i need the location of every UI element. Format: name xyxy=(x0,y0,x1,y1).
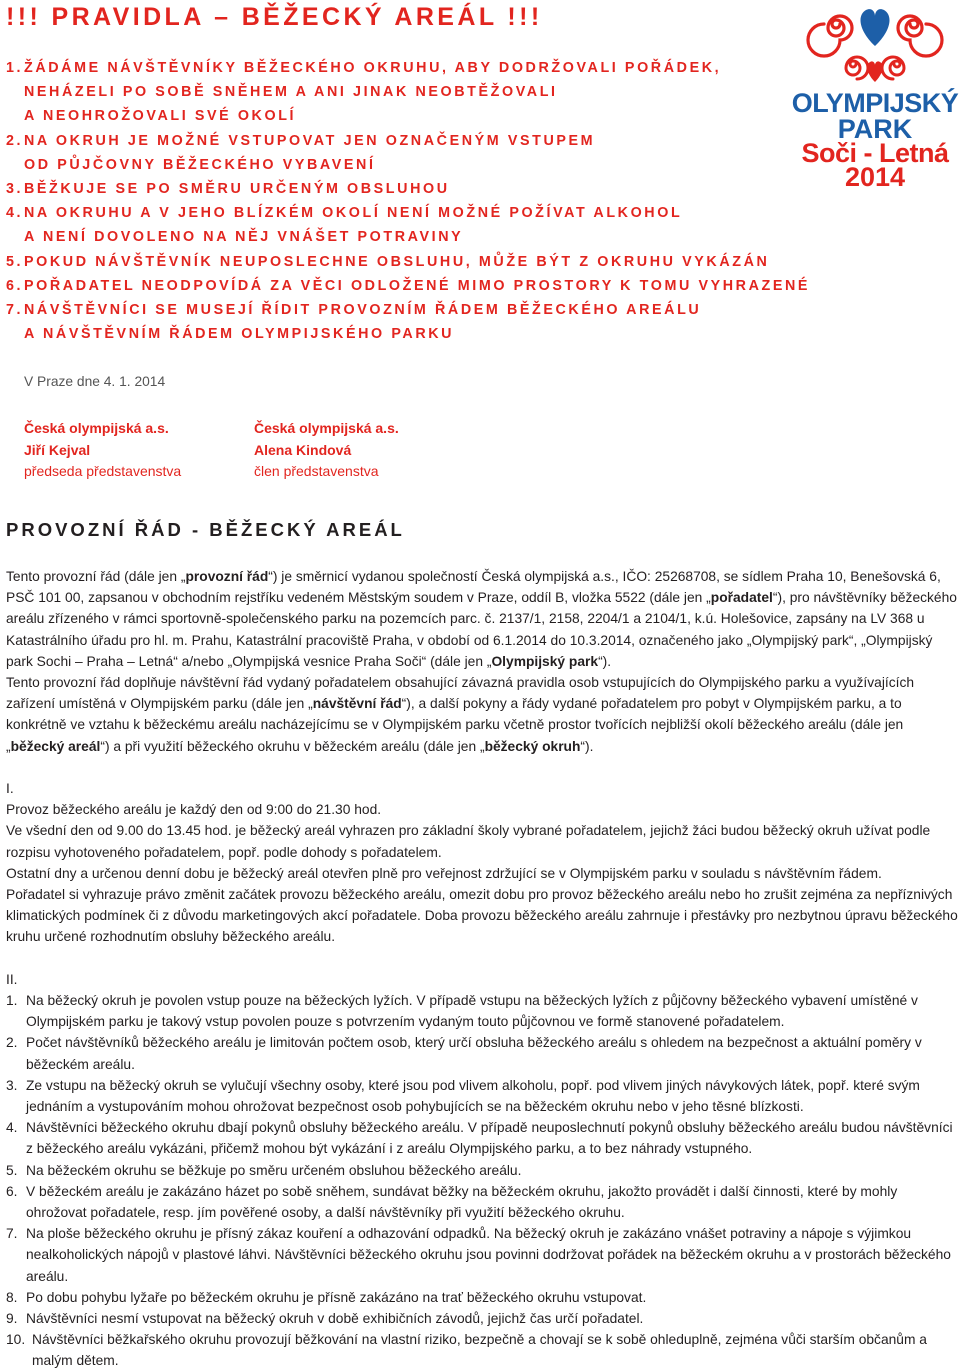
list-item xyxy=(6,990,960,1032)
text-run: “) a při využití běžeckého okruhu v běžeckém areálu (dále jen „ xyxy=(100,738,485,754)
rule-number: 6. xyxy=(6,277,24,294)
rule-item xyxy=(6,201,810,249)
rule-number: 2. xyxy=(6,132,24,149)
rule-line: NA OKRUH JE MOŽNÉ VSTUPOVAT JEN OZNAČENÝM VSTUPEM xyxy=(24,132,596,149)
olympic-park-logo xyxy=(790,2,960,192)
section-paragraph: Ostatní dny a určenou denní dobu je běžecký areál otevřen plně pro veřejnost zdržující se v Olympijském parku v souladu s návštěvním řádem. xyxy=(6,865,882,881)
section-heading: I. xyxy=(6,781,14,797)
section-title: PROVOZNÍ ŘÁD - BĚŽECKÝ AREÁL xyxy=(6,519,405,540)
rule-item xyxy=(6,250,810,274)
list-number: 9. xyxy=(6,1311,18,1327)
text-run: “) je směrnicí vydanou společností Česká olympijská a.s., IČO: 25268708, se sídlem Praha 10, Benešovská 6, PSČ 101 00, zapsanou v obchodním rejstříku vedeném Městským soudem v Praze, oddíl B, vložka 5522 (dále jen „ xyxy=(6,569,941,606)
list-item xyxy=(6,1181,960,1223)
intro-paragraph xyxy=(6,672,960,757)
text-run: “), pro návštěvníky běžeckého areálu zřízeného v rámci sportovně-společenského parku na pozemcích parc. č. 2137/1, 2158, 2204/1 a 2104/1, k.ú. Holešovice, zapsány na LV 368 u Katastrálního úřadu pro hl. m. Prahu, Katastrální pracoviště Praha, v období od 6.1.2014 do 10.3.2014, označeného jako „Olympijský park“, „Olympijský park Sochi – Praha – Letná“ a/nebo „Olympijská vesnice Praha Soči“ (dále jen „ xyxy=(6,590,957,669)
signature-role: předseda představenstva xyxy=(24,463,182,479)
section-paragraph: Ve všední den od 9.00 do 13.45 hod. je běžecký areál vyhrazen pro základní školy vybrané pořadatelem, jejichž žáci budou běžecký okruh užívat podle rozpisu vyhotoveného pořadatelem, popř. podle dohody s pořadatelem. xyxy=(6,823,931,860)
signature-organization: Česká olympijská a.s. xyxy=(24,420,169,436)
list-text: Počet návštěvníků běžeckého areálu je limitován počtem osob, který určí obsluha běžeckého areálu s ohledem na bezpečnost a aktuální poměry v běžeckém areálu. xyxy=(26,1035,922,1072)
heart-icon xyxy=(867,61,882,82)
defined-term: pořadatel xyxy=(710,590,773,606)
list-text: Návštěvníci běžkařského okruhu provozují běžkování na vlastní riziko, bezpečně a chovají se k sobě ohleduplně, zejména vůči starším občanům a malým dětem. xyxy=(32,1332,927,1369)
spiral-icon xyxy=(898,16,942,56)
list-text: Na běžecký okruh je povolen vstup pouze na běžeckých lyžích. V případě vstupu na běžeckých lyžích z půjčovny běžeckého vybavení umístěné v Olympijském parku je takový vstup povolen pouze s potvrzením vydaným touto půjčovnou ve formě stanovené pořadatelem. xyxy=(26,993,918,1030)
list-item xyxy=(6,1032,960,1074)
logo-line-soci-letna: Soči - Letná xyxy=(801,138,949,168)
logo-line-park: PARK xyxy=(837,114,913,144)
rule-line: ŽÁDÁME NÁVŠTĚVNÍKY BĚŽECKÉHO OKRUHU, ABY DODRŽOVALI POŘÁDEK, xyxy=(24,60,722,76)
text-run: “), a další pokyny a řády vydané pořadatelem pro pobyt v Olympijském parku, a to konkrétně ve vztahu k běžeckému areálu nacházejícímu se v Olympijském parku včetně prostor tvořících nejbližší okolí běžeckého areálu (dále jen „ xyxy=(6,696,904,754)
signature-block xyxy=(24,418,181,483)
logo-spiral-icons xyxy=(790,2,960,88)
rule-line: A NÁVŠTĚVNÍM ŘÁDEM OLYMPIJSKÉHO PARKU xyxy=(24,326,455,343)
list-text: Na ploše běžeckého okruhu je přísný zákaz kouření a odhazování odpadků. Na běžecký okruh je zakázáno vnášet potraviny a nápoje s výjimkou nealkoholických nápojů v plastové láhvi. Návštěvníci běžeckého okruhu jsou povinni dodržovat pořádek na běžeckém okruhu a v prostorách běžeckého areálu. xyxy=(26,1226,951,1284)
signature-block xyxy=(254,418,399,483)
list-number: 8. xyxy=(6,1289,18,1305)
list-item xyxy=(6,1223,960,1287)
rule-item xyxy=(6,56,810,129)
intro-paragraph xyxy=(6,566,960,672)
list-item xyxy=(6,1329,960,1371)
rule-line: NEHÁZELI PO SOBĚ SNĚHEM A ANI JINAK NEOBTĚŽOVALI xyxy=(24,84,558,101)
signature-organization: Česká olympijská a.s. xyxy=(254,420,399,436)
signature-role: člen představenstva xyxy=(254,463,379,479)
rule-number: 1. xyxy=(6,60,24,76)
list-item xyxy=(6,1160,960,1181)
list-number: 7. xyxy=(6,1226,18,1242)
rule-item xyxy=(6,274,810,298)
list-text: Ze vstupu na běžecký okruh se vylučují všechny osoby, které jsou pod vlivem alkoholu, popř. pod vlivem jiných návykových látek, popř. které svým jednáním a vystupováním mohou ohrožovat bezpečnost osob pohybujících se na běžeckém okruhu nebo v jeho těsné blízkosti. xyxy=(26,1077,920,1115)
list-text: V běžeckém areálu je zakázáno házet po sobě sněhem, sundávat běžky na běžeckém okruhu, jakožto provádět i další činnosti, které by mohly ohrožovat pořadatele, resp. jím pověřené osoby, a další návštěvníky při využití běžeckého okruhu. xyxy=(26,1183,898,1221)
rule-number: 4. xyxy=(6,205,24,222)
list-number: 5. xyxy=(6,1162,18,1178)
list-item xyxy=(6,1308,960,1329)
list-number: 2. xyxy=(6,1035,18,1051)
list-number: 3. xyxy=(6,1077,18,1093)
defined-term: běžecký okruh xyxy=(484,738,581,754)
rule-number: 5. xyxy=(6,253,24,270)
text-run: “). xyxy=(598,653,612,669)
section-list xyxy=(6,990,960,1372)
text-run: Tento provozní řád doplňuje návštěvní řád vydaný pořadatelem obsahující závazná pravidla osob vstupujících do Olympijského parku a využívajících zařízení umístěná v Olympijském parku (dále jen „ xyxy=(6,675,915,712)
rule-line: NÁVŠTĚVNÍCI SE MUSEJÍ ŘÍDIT PROVOZNÍM ŘÁDEM BĚŽECKÉHO AREÁLU xyxy=(24,302,702,319)
rule-item xyxy=(6,177,810,201)
rule-line: A NEOHROŽOVALI SVÉ OKOLÍ xyxy=(24,108,297,125)
rule-item xyxy=(6,298,810,346)
list-text: Po dobu pohybu lyžaře po běžeckém okruhu je přísně zakázáno na trať běžeckého okruhu vstupovat. xyxy=(26,1289,647,1305)
rule-line: NA OKRUHU A V JEHO BLÍZKÉM OKOLÍ NENÍ MOŽNÉ POŽÍVAT ALKOHOL xyxy=(24,205,683,222)
rule-number: 7. xyxy=(6,302,24,319)
document-body xyxy=(6,566,960,1372)
spiral-icon xyxy=(846,57,868,79)
logo-line-year: 2014 xyxy=(844,162,906,192)
document-date: V Praze dne 4. 1. 2014 xyxy=(24,374,166,389)
page-title: !!! PRAVIDLA – BĚŽECKÝ AREÁL !!! xyxy=(6,3,543,31)
list-number: 1. xyxy=(6,993,18,1009)
rule-line: A NENÍ DOVOLENO NA NĚJ VNÁŠET POTRAVINY xyxy=(24,229,464,246)
heart-icon xyxy=(860,9,889,46)
spiral-icon xyxy=(808,16,852,56)
rule-item xyxy=(6,129,810,177)
spiral-icon xyxy=(882,57,904,79)
defined-term: provozní řád xyxy=(185,569,269,584)
rule-line: POŘADATEL NEODPOVÍDÁ ZA VĚCI ODLOŽENÉ MIMO PROSTORY K TOMU VYHRAZENÉ xyxy=(24,277,811,294)
rules-list xyxy=(6,56,810,346)
list-item xyxy=(6,1117,960,1159)
section-paragraph: Provoz běžeckého areálu je každý den od 9:00 do 21.30 hod. xyxy=(6,802,382,818)
list-number: 4. xyxy=(6,1120,18,1136)
rule-line: OD PŮJČOVNY BĚŽECKÉHO VYBAVENÍ xyxy=(24,156,376,173)
list-item xyxy=(6,1075,960,1117)
section-heading: II. xyxy=(6,971,18,987)
defined-term: návštěvní řád xyxy=(312,696,402,712)
rule-line: POKUD NÁVŠTĚVNÍK NEUPOSLECHNE OBSLUHU, MŮŽE BÝT Z OKRUHU VYKÁZÁN xyxy=(24,253,770,270)
list-item xyxy=(6,1287,960,1308)
defined-term: běžecký areál xyxy=(10,738,101,754)
defined-term: Olympijský park xyxy=(491,653,599,669)
list-text: Návštěvníci nesmí vstupovat na běžecký okruh v době exhibičních závodů, jejichž čas určí pořadatel. xyxy=(26,1311,644,1327)
signature-name: Alena Kindová xyxy=(254,441,352,458)
text-run: “). xyxy=(580,738,594,754)
rule-line: BĚŽKUJE SE PO SMĚRU URČENÝM OBSLUHOU xyxy=(24,181,450,198)
rule-number: 3. xyxy=(6,181,24,198)
text-run: Tento provozní řád (dále jen „ xyxy=(6,569,186,584)
signature-name: Jiří Kejval xyxy=(24,441,91,458)
logo-line-olympijsky: OLYMPIJSKÝ xyxy=(791,88,959,118)
list-number: 6. xyxy=(6,1183,18,1199)
list-text: Na běžeckém okruhu se běžkuje po směru určeném obsluhou běžeckého areálu. xyxy=(26,1162,522,1178)
list-text: Návštěvníci běžeckého okruhu dbají pokynů obsluhy běžeckého areálu. V případě neuposlechnutí pokynů obsluhy běžeckého areálu budou návštěvníci z běžeckého areálu vykázáni, přičemž mohou být vykázání i z areálu Olympijského parku, a to bez náhrady vstupného. xyxy=(26,1120,953,1157)
list-number: 10. xyxy=(6,1332,26,1348)
section-paragraph: Pořadatel si vyhrazuje právo změnit začátek provozu běžeckého areálu, omezit dobu pro provoz běžeckého areálu nebo ho zrušit zejména za nepříznivých klimatických podmínek či z důvodu marketingových akcí pořadatele. Doba provozu běžeckého areálu zahrnuje i přestávky pro nezbytnou úpravu běžeckého kruhu určené rozhodnutím obsluhy běžeckého areálu. xyxy=(6,887,958,945)
